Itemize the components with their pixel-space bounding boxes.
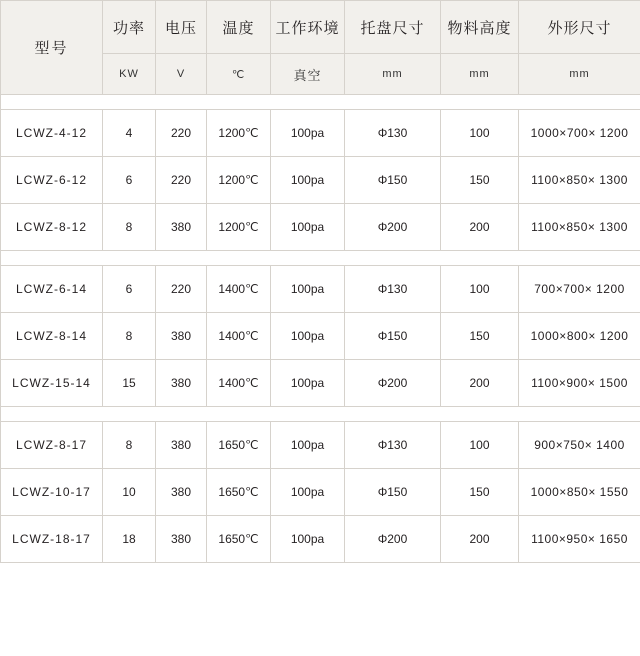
cell-working-environment: 100pa [271, 204, 345, 251]
cell-material-height: 200 [441, 516, 519, 563]
cell-overall-size: 1100×950× 1650 [519, 516, 640, 563]
cell-voltage: 220 [156, 157, 207, 204]
cell-model: LCWZ-4-12 [1, 110, 103, 157]
table-row [1, 157, 640, 204]
cell-overall-size: 1000×800× 1200 [519, 313, 640, 360]
cell-overall-size: 700×700× 1200 [519, 266, 640, 313]
cell-voltage: 380 [156, 516, 207, 563]
cell-power: 10 [103, 469, 156, 516]
cell-temperature: 1400℃ [207, 313, 271, 360]
cell-model: LCWZ-8-12 [1, 204, 103, 251]
cell-power: 6 [103, 266, 156, 313]
cell-tray-size: Φ200 [345, 516, 441, 563]
table-row [1, 469, 640, 516]
cell-working-environment: 100pa [271, 110, 345, 157]
cell-power: 4 [103, 110, 156, 157]
cell-voltage: 220 [156, 110, 207, 157]
cell-tray-size: Φ130 [345, 266, 441, 313]
cell-working-environment: 100pa [271, 157, 345, 204]
cell-overall-size: 1000×850× 1550 [519, 469, 640, 516]
cell-tray-size: Φ130 [345, 110, 441, 157]
cell-material-height: 100 [441, 110, 519, 157]
column-header-overall-size: 外形尺寸 [519, 1, 640, 54]
cell-tray-size: Φ150 [345, 157, 441, 204]
cell-model: LCWZ-8-17 [1, 422, 103, 469]
column-unit-material-height: mm [441, 54, 519, 95]
table-row [1, 360, 640, 407]
table-row [1, 516, 640, 563]
column-header-working-environment: 工作环境 [271, 1, 345, 54]
column-header-model: 型号 [1, 1, 103, 95]
cell-material-height: 150 [441, 157, 519, 204]
cell-voltage: 380 [156, 313, 207, 360]
cell-material-height: 150 [441, 313, 519, 360]
cell-working-environment: 100pa [271, 266, 345, 313]
cell-tray-size: Φ200 [345, 204, 441, 251]
cell-material-height: 150 [441, 469, 519, 516]
table-row [1, 110, 640, 157]
column-header-temperature: 温度 [207, 1, 271, 54]
cell-model: LCWZ-6-14 [1, 266, 103, 313]
cell-voltage: 380 [156, 360, 207, 407]
column-unit-voltage: V [156, 54, 207, 95]
table-row [1, 266, 640, 313]
cell-temperature: 1650℃ [207, 469, 271, 516]
header-row-labels [1, 1, 640, 54]
cell-temperature: 1200℃ [207, 157, 271, 204]
cell-model: LCWZ-18-17 [1, 516, 103, 563]
cell-overall-size: 1000×700× 1200 [519, 110, 640, 157]
column-unit-temperature: ℃ [207, 54, 271, 95]
table-row [1, 422, 640, 469]
table-row [1, 204, 640, 251]
column-unit-working-environment: 真空 [271, 54, 345, 95]
cell-voltage: 380 [156, 469, 207, 516]
cell-power: 15 [103, 360, 156, 407]
group-spacer-cell [1, 407, 640, 422]
column-unit-power: KW [103, 54, 156, 95]
cell-power: 8 [103, 313, 156, 360]
table-row [1, 313, 640, 360]
cell-tray-size: Φ150 [345, 469, 441, 516]
cell-model: LCWZ-15-14 [1, 360, 103, 407]
cell-overall-size: 1100×850× 1300 [519, 157, 640, 204]
cell-temperature: 1400℃ [207, 266, 271, 313]
column-header-power: 功率 [103, 1, 156, 54]
column-header-material-height: 物料高度 [441, 1, 519, 54]
cell-temperature: 1200℃ [207, 110, 271, 157]
cell-model: LCWZ-8-14 [1, 313, 103, 360]
cell-overall-size: 1100×900× 1500 [519, 360, 640, 407]
cell-voltage: 380 [156, 422, 207, 469]
column-header-voltage: 电压 [156, 1, 207, 54]
cell-power: 6 [103, 157, 156, 204]
cell-material-height: 200 [441, 204, 519, 251]
group-spacer-row [1, 95, 640, 110]
cell-temperature: 1200℃ [207, 204, 271, 251]
cell-working-environment: 100pa [271, 516, 345, 563]
cell-material-height: 100 [441, 266, 519, 313]
cell-overall-size: 900×750× 1400 [519, 422, 640, 469]
group-spacer-cell [1, 251, 640, 266]
cell-overall-size: 1100×850× 1300 [519, 204, 640, 251]
cell-tray-size: Φ130 [345, 422, 441, 469]
table-body [1, 95, 640, 563]
cell-working-environment: 100pa [271, 469, 345, 516]
cell-power: 8 [103, 204, 156, 251]
cell-voltage: 380 [156, 204, 207, 251]
cell-temperature: 1650℃ [207, 422, 271, 469]
cell-working-environment: 100pa [271, 313, 345, 360]
cell-tray-size: Φ150 [345, 313, 441, 360]
cell-model: LCWZ-10-17 [1, 469, 103, 516]
group-spacer-row [1, 251, 640, 266]
column-header-tray-size: 托盘尺寸 [345, 1, 441, 54]
cell-temperature: 1400℃ [207, 360, 271, 407]
cell-power: 8 [103, 422, 156, 469]
cell-working-environment: 100pa [271, 360, 345, 407]
cell-working-environment: 100pa [271, 422, 345, 469]
cell-tray-size: Φ200 [345, 360, 441, 407]
group-spacer-cell [1, 95, 640, 110]
column-unit-overall-size: mm [519, 54, 640, 95]
cell-power: 18 [103, 516, 156, 563]
table-header [1, 1, 640, 95]
cell-material-height: 200 [441, 360, 519, 407]
column-unit-tray-size: mm [345, 54, 441, 95]
cell-material-height: 100 [441, 422, 519, 469]
cell-temperature: 1650℃ [207, 516, 271, 563]
group-spacer-row [1, 407, 640, 422]
cell-voltage: 220 [156, 266, 207, 313]
cell-model: LCWZ-6-12 [1, 157, 103, 204]
